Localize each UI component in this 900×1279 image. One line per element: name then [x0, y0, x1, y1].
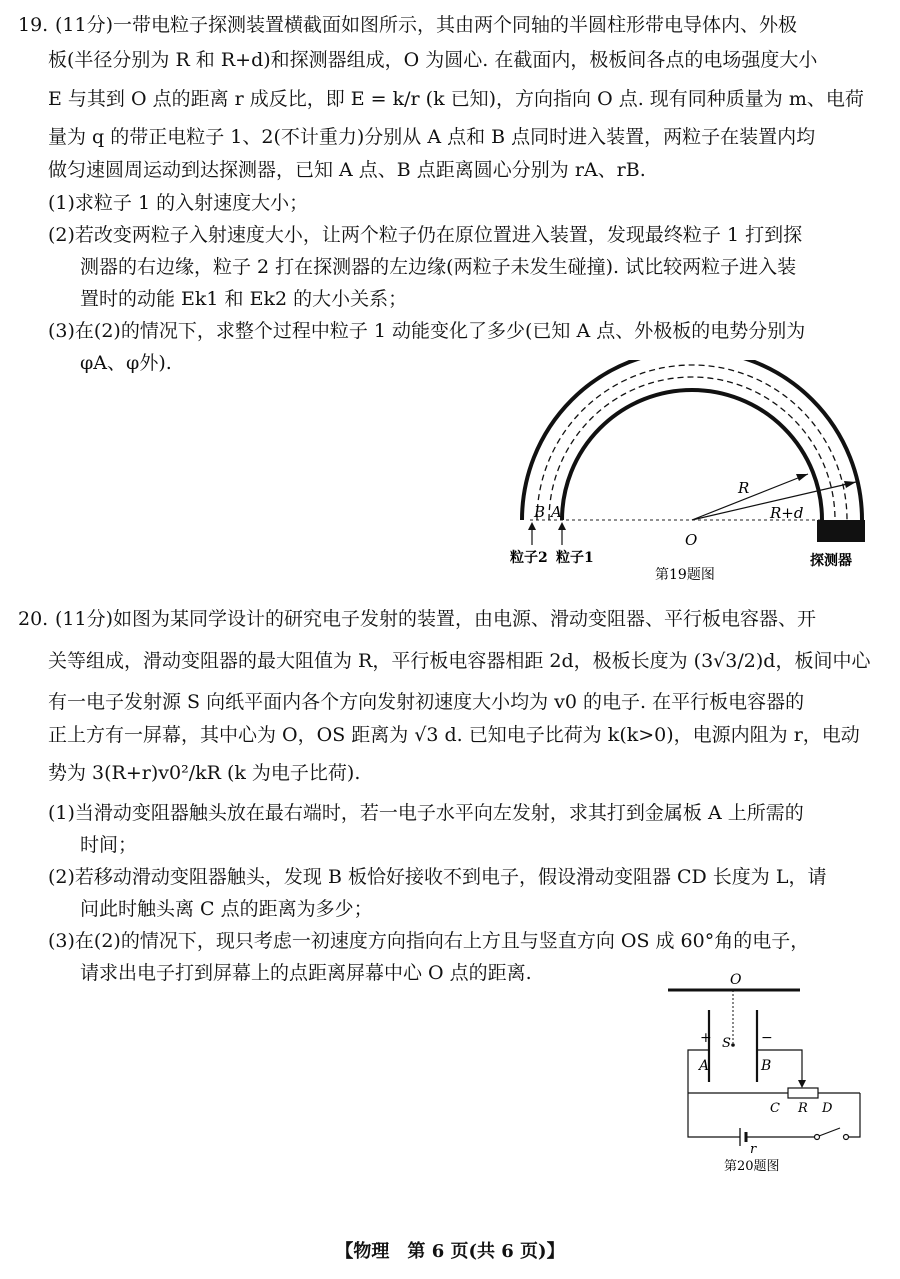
fig20-label-minus: −: [761, 1030, 773, 1046]
q20-line-4: 正上方有一屏幕，其中心为 O，OS 距离为 √3 d. 已知电子比荷为 k(k>0)，电源内阻为 r，电动: [48, 724, 860, 746]
fig20-switch-contact: [844, 1135, 849, 1140]
fig20-switch-pivot: [815, 1135, 820, 1140]
fig20-rheostat: [788, 1088, 818, 1098]
q19-part-2-line-2: 测器的右边缘，粒子 2 打在探测器的左边缘(两粒子未发生碰撞). 试比较两粒子进入装: [80, 256, 797, 278]
fig20-label-plus: +: [700, 1030, 712, 1046]
q20-part-3-line-2: 请求出电子打到屏幕上的点距离屏幕中心 O 点的距离.: [80, 962, 532, 984]
fig20-label-C: C: [770, 1101, 780, 1116]
q20-part-2-line-1: (2)若移动滑动变阻器触头，发现 B 板恰好接收不到电子，假设滑动变阻器 CD 长度为 L，请: [48, 866, 827, 888]
fig20-slider-contact: [798, 1080, 806, 1088]
fig19-arrow-particle2-head: [528, 522, 536, 530]
q19-part-1: (1)求粒子 1 的入射速度大小；: [48, 192, 309, 214]
q20-part-2-line-2: 问此时触头离 C 点的距离为多少；: [80, 898, 373, 920]
figure-20-diagram: [660, 970, 880, 1175]
fig20-switch-blade: [819, 1128, 840, 1136]
fig20-label-S: S: [722, 1036, 731, 1051]
fig20-label-B: B: [761, 1058, 772, 1074]
q19-number: 19.: [18, 14, 49, 36]
q20-line-1: (11分)如图为某同学设计的研究电子发射的装置，由电源、滑动变阻器、平行板电容器、开: [55, 608, 817, 630]
fig19-detector: [817, 520, 865, 542]
q20-line-2: 关等组成，滑动变阻器的最大阻值为 R，平行板电容器相距 2d，极板长度为 (3√3/2)d，板间中心: [48, 650, 871, 672]
q20-part-3-line-1: (3)在(2)的情况下，现只考虑一初速度方向指向右上方且与竖直方向 OS 成 60°角的电子，: [48, 930, 810, 952]
fig19-caption: 第19题图: [655, 567, 715, 583]
fig19-label-B: B: [534, 503, 546, 521]
q19-part-3-line-1: (3)在(2)的情况下，求整个过程中粒子 1 动能变化了多少(已知 A 点、外极板的电势分别为: [48, 320, 806, 342]
fig20-wire-bottom-right: [848, 1093, 860, 1137]
fig20-source-S: [731, 1043, 735, 1047]
q20-line-3: 有一电子发射源 S 向纸平面内各个方向发射初速度大小均为 v0 的电子. 在平行板电容器的: [48, 691, 805, 713]
q19-line-3: E 与其到 O 点的距离 r 成反比，即 E = k/r (k 已知)，方向指向 O 点. 现有同种质量为 m、电荷: [48, 88, 864, 110]
fig19-label-O: O: [685, 531, 698, 549]
fig19-label-particle1: 粒子1: [556, 550, 594, 566]
fig20-wire-bottom-left: [688, 1093, 740, 1137]
fig19-label-detector: 探测器: [810, 553, 852, 569]
fig19-radius-Rd-arrow: [844, 481, 856, 488]
q20-part-1-line-2: 时间；: [80, 834, 138, 856]
q20-line-5: 势为 3(R+r)v0²/kR (k 为电子比荷).: [48, 762, 361, 784]
fig20-caption: 第20题图: [724, 1159, 780, 1174]
fig20-label-r: r: [750, 1142, 757, 1157]
q20-part-1-line-1: (1)当滑动变阻器触头放在最右端时，若一电子水平向左发射，求其打到金属板 A 上所需的: [48, 802, 804, 824]
q20-number: 20.: [18, 608, 49, 630]
fig20-label-D: D: [822, 1101, 833, 1116]
page-footer: 【物理 第 6 页(共 6 页)】: [335, 1241, 565, 1262]
fig19-label-Rd: R+d: [770, 504, 804, 522]
q19-line-1: (11分)一带电粒子探测装置横截面如图所示，其由两个同轴的半圆柱形带电导体内、外极: [55, 14, 798, 36]
fig20-label-A: A: [699, 1058, 710, 1074]
q19-part-3-line-2: φA、φ外).: [80, 352, 172, 374]
q19-line-4: 量为 q 的带正电粒子 1、2(不计重力)分别从 A 点和 B 点同时进入装置，两粒子在装置内均: [48, 126, 816, 148]
q19-line-5: 做匀速圆周运动到达探测器，已知 A 点、B 点距离圆心分别为 rA、rB.: [48, 159, 646, 181]
figure-19-diagram: [490, 360, 890, 585]
fig19-trajectory-1: [549, 377, 835, 520]
fig19-arrow-particle1-head: [558, 522, 566, 530]
q19-line-2: 板(半径分别为 R 和 R+d)和探测器组成，O 为圆心. 在截面内，极板间各点的电场强度大小: [48, 49, 818, 71]
fig20-label-R: R: [798, 1101, 808, 1116]
q19-part-2-line-1: (2)若改变两粒子入射速度大小，让两个粒子仍在原位置进入装置，发现最终粒子 1 打到探: [48, 224, 803, 246]
q19-part-2-line-3: 置时的动能 Ek1 和 Ek2 的大小关系；: [80, 288, 408, 310]
fig19-label-particle2: 粒子2: [510, 550, 548, 566]
fig19-label-R: R: [738, 479, 750, 497]
fig19-label-A: A: [551, 503, 562, 521]
fig19-radius-R-arrow: [796, 474, 808, 481]
fig20-label-O: O: [730, 972, 742, 988]
